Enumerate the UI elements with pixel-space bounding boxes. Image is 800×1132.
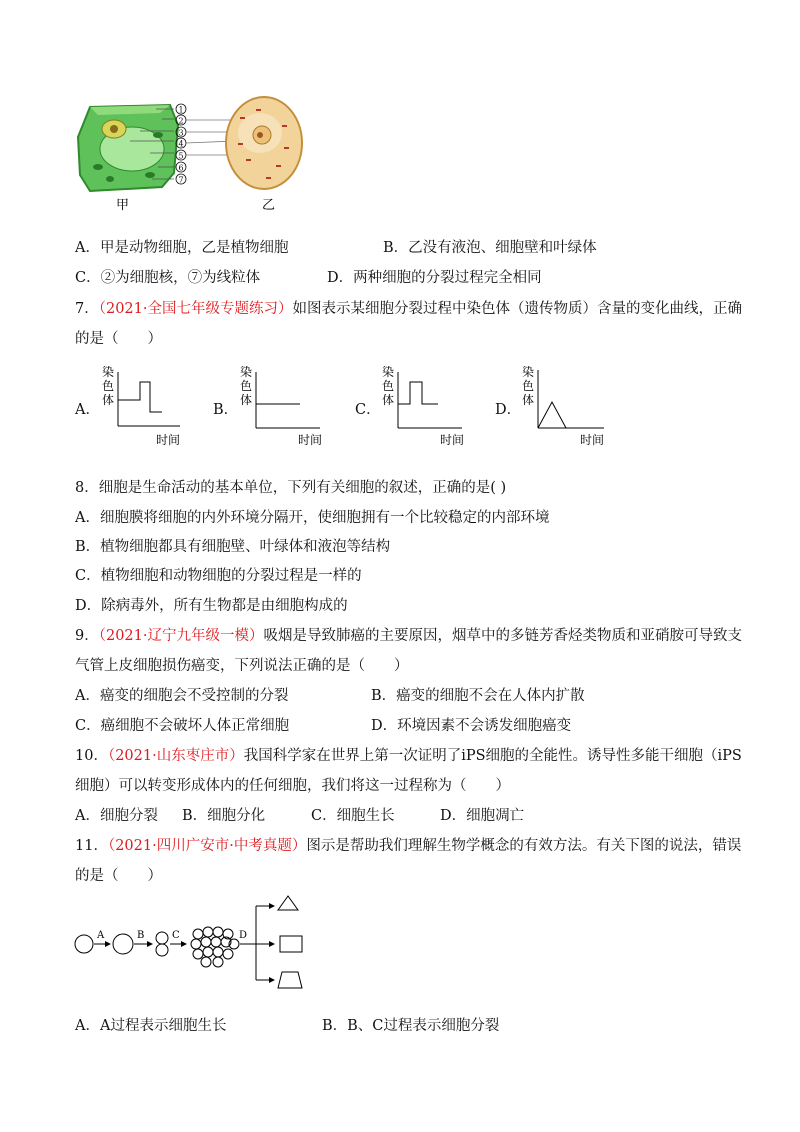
q9-option-a[interactable]: A．癌变的细胞会不受控制的分裂	[75, 688, 289, 704]
svg-text:4: 4	[178, 139, 184, 149]
q7-graph-b	[238, 364, 338, 450]
q8-stem: 8．细胞是生命活动的基本单位，下列有关细胞的叙述，正确的是( )	[75, 480, 507, 496]
q10-option-a[interactable]: A．细胞分裂	[75, 808, 158, 824]
q7-graph-a	[100, 364, 200, 450]
q7-option-b[interactable]: B．	[213, 402, 239, 418]
svg-text:染: 染	[240, 365, 253, 379]
q6-option-b[interactable]: B．乙没有液泡、细胞壁和叶绿体	[383, 240, 597, 256]
svg-text:染: 染	[382, 365, 395, 379]
q10-option-b[interactable]: B．细胞分化	[182, 808, 266, 824]
q9-source: （2021·辽宁九年级一模）	[98, 628, 264, 644]
svg-text:色: 色	[522, 379, 535, 393]
q8-option-c[interactable]: C．植物细胞和动物细胞的分裂过程是一样的	[75, 568, 362, 584]
svg-text:时间: 时间	[298, 433, 323, 447]
svg-text:A: A	[97, 930, 105, 941]
q9-number: 9．	[75, 628, 99, 644]
q9-option-d[interactable]: D．环境因素不会诱发细胞癌变	[371, 718, 572, 734]
label-jia: 甲	[116, 198, 130, 213]
svg-text:2: 2	[178, 116, 184, 126]
plant-cell-diagram	[78, 105, 178, 191]
q10-stem-line1	[75, 744, 742, 765]
q7-source: （2021·全国七年级专题练习）	[98, 301, 293, 317]
q9-option-b[interactable]: B．癌变的细胞不会在人体内扩散	[371, 688, 585, 704]
q6-option-a[interactable]: A．甲是动物细胞，乙是植物细胞	[75, 240, 289, 256]
q8-option-b[interactable]: B．植物细胞都具有细胞壁、叶绿体和液泡等结构	[75, 539, 391, 555]
q9-option-c[interactable]: C．癌细胞不会破坏人体正常细胞	[75, 718, 290, 734]
q10-option-d[interactable]: D．细胞凋亡	[440, 808, 525, 824]
svg-text:D: D	[239, 930, 248, 941]
svg-text:体: 体	[102, 393, 115, 407]
svg-text:色: 色	[382, 379, 395, 393]
q10-stem: 我国科学家在世界上第一次证明了iPS细胞的全能性。诱导性多能干细胞（iPS	[243, 748, 742, 764]
q11-stem-line2: 的是（ ）	[75, 868, 162, 884]
q9-stem: 吸烟是导致肺癌的主要原因，烟草中的多链芳香烃类物质和亚硝胺可导致支	[263, 628, 742, 644]
q7-stem-line1	[75, 297, 742, 318]
q10-number: 10．	[75, 748, 108, 764]
svg-text:体: 体	[382, 393, 395, 407]
q11-stem-line1	[75, 834, 741, 855]
q7-graph-d	[520, 364, 620, 450]
svg-text:色: 色	[240, 379, 253, 393]
q7-stem: 如图表示某细胞分裂过程中染色体（遗传物质）含量的变化曲线，正确	[292, 301, 742, 317]
q11-stem: 图示是帮助我们理解生物学概念的有效方法。有关下图的说法，错误	[306, 838, 742, 854]
q7-number: 7．	[75, 301, 99, 317]
svg-text:6: 6	[178, 163, 184, 173]
q11-source: （2021·四川广安市·中考真题）	[107, 838, 307, 854]
svg-text:色: 色	[102, 379, 115, 393]
animal-cell-diagram	[226, 97, 302, 189]
q7-graph-c	[380, 364, 480, 450]
q11-number: 11．	[75, 838, 108, 854]
q11-option-a[interactable]: A．A过程表示细胞生长	[75, 1018, 227, 1034]
q7-stem-line2: 的是（ ）	[75, 331, 162, 347]
svg-text:5: 5	[178, 151, 184, 161]
svg-text:时间: 时间	[580, 433, 605, 447]
svg-text:染: 染	[102, 365, 115, 379]
q7-option-c[interactable]: C．	[355, 402, 381, 418]
svg-text:染: 染	[522, 365, 535, 379]
q10-stem-line2: 细胞）可以转变形成体内的任何细胞，我们将这一过程称为（ ）	[75, 778, 510, 794]
q6-option-d[interactable]: D．两种细胞的分裂过程完全相同	[327, 270, 542, 286]
svg-text:7: 7	[178, 175, 184, 185]
cell-figure	[70, 95, 310, 215]
svg-text:C: C	[172, 930, 180, 941]
q6-option-c[interactable]: C．②为细胞核，⑦为线粒体	[75, 270, 261, 286]
label-yi: 乙	[262, 198, 276, 213]
q8-option-a[interactable]: A．细胞膜将细胞的内外环境分隔开，使细胞拥有一个比较稳定的内部环境	[75, 510, 550, 526]
q7-option-d[interactable]: D．	[495, 402, 522, 418]
svg-text:3: 3	[178, 128, 184, 138]
q9-stem-line2: 气管上皮细胞损伤癌变，下列说法正确的是（ ）	[75, 658, 409, 674]
q7-option-a[interactable]: A．	[75, 402, 100, 418]
svg-text:时间: 时间	[156, 433, 181, 447]
svg-text:时间: 时间	[440, 433, 465, 447]
cell-markers	[176, 104, 186, 185]
svg-text:体: 体	[240, 393, 253, 407]
svg-text:体: 体	[522, 393, 535, 407]
svg-text:1: 1	[178, 105, 184, 115]
q8-option-d[interactable]: D．除病毒外，所有生物都是由细胞构成的	[75, 598, 348, 614]
svg-text:B: B	[137, 930, 145, 941]
q11-process-diagram	[72, 888, 322, 1000]
q10-source: （2021·山东枣庄市）	[107, 748, 244, 764]
q9-stem-line1	[75, 624, 742, 645]
q10-option-c[interactable]: C．细胞生长	[311, 808, 395, 824]
q11-option-b[interactable]: B．B、C过程表示细胞分裂	[322, 1018, 500, 1034]
